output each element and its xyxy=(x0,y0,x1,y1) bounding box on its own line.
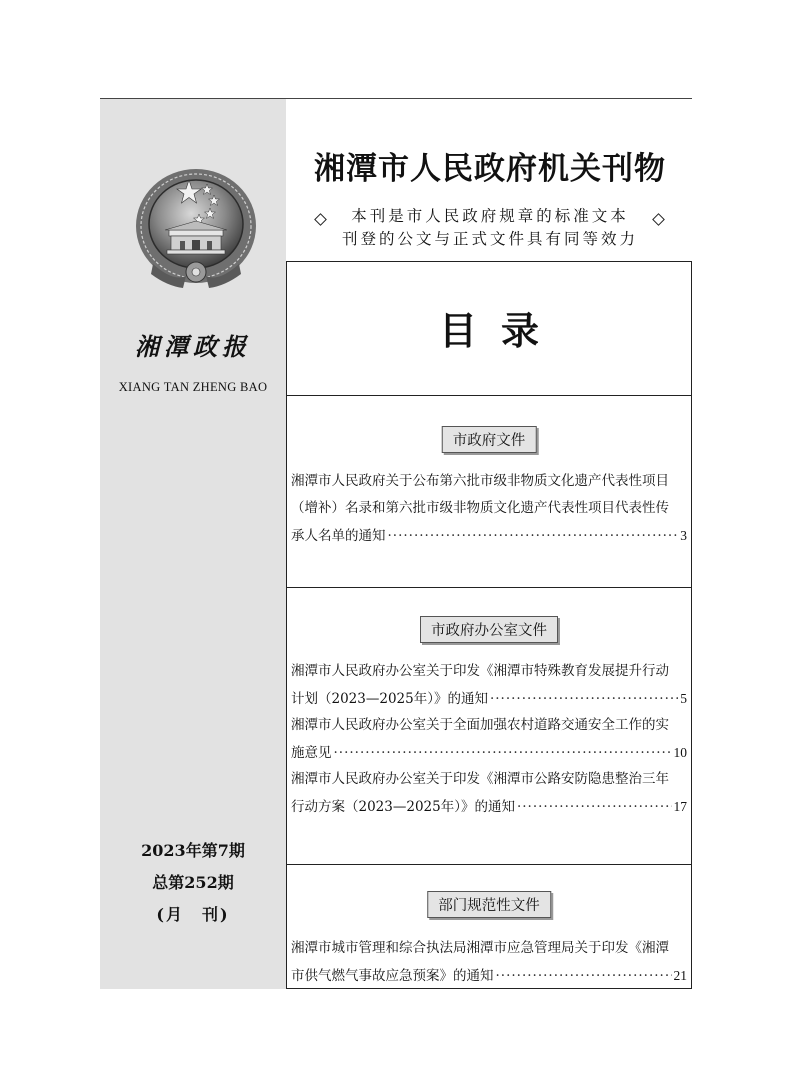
leader-dots xyxy=(388,523,679,550)
sidebar xyxy=(100,99,286,989)
toc-entry-last-line xyxy=(291,962,687,990)
brand-name-en: XIANG TAN ZHENG BAO xyxy=(118,380,268,394)
toc-entry-text: 计划（2023—2025年）》的通知 xyxy=(291,691,488,707)
toc-heading-box xyxy=(286,261,692,395)
toc-entry[interactable] xyxy=(291,658,687,713)
issue-number: 2023年第7期 xyxy=(141,841,245,860)
leader-dots xyxy=(490,686,678,713)
toc-heading: 目录 xyxy=(438,309,563,353)
slogan-line-2: 刊登的公文与正式文件具有同等效力 xyxy=(341,230,638,248)
page-number: 21 xyxy=(673,968,687,983)
toc-entry-last-line xyxy=(291,522,687,550)
section-city-government-documents xyxy=(286,395,692,587)
toc-entry-line: 湘潭市人民政府关于公布第六批市级非物质文化遗产代表性项目 xyxy=(291,473,669,489)
section-label: 部门规范性文件 xyxy=(427,891,551,918)
leader-dots xyxy=(517,794,672,821)
toc-entry-last-line xyxy=(291,739,687,767)
toc-entry-last-line xyxy=(291,685,687,713)
toc-entry[interactable] xyxy=(291,468,687,550)
toc-entry-text: 承人名单的通知 xyxy=(291,528,386,544)
toc-entry[interactable] xyxy=(291,712,687,767)
toc-entry-line: 湘潭市人民政府办公室关于全面加强农村道路交通安全工作的实 xyxy=(291,717,669,733)
toc-entry-line: （增补）名录和第六批市级非物质文化遗产代表性项目代表性传 xyxy=(291,500,669,516)
toc-entry-line: 湘潭市人民政府办公室关于印发《湘潭市公路安防隐患整治三年 xyxy=(291,771,669,787)
slogan-line-1: 本刊是市人民政府规章的标准文本 xyxy=(351,207,629,225)
page-number: 17 xyxy=(673,799,687,814)
toc-entry[interactable] xyxy=(291,766,687,821)
toc-entry-last-line xyxy=(291,793,687,821)
total-issue-number: 总第252期 xyxy=(152,873,234,892)
toc-entry-text: 行动方案（2023—2025年）》的通知 xyxy=(291,799,515,815)
publication-title: 湘潭市人民政府机关刊物 xyxy=(314,151,666,187)
page-number: 3 xyxy=(680,528,687,543)
leader-dots xyxy=(334,740,672,767)
publication-frequency: (月 刊) xyxy=(156,905,230,924)
brand-name-cn: 湘潭政报 xyxy=(135,332,251,361)
leader-dots xyxy=(496,963,672,990)
toc-entry-text: 施意见 xyxy=(291,745,332,761)
page-number: 10 xyxy=(673,745,687,760)
toc-entry-text: 市供气燃气事故应急预案》的通知 xyxy=(291,968,494,984)
section-department-regulatory-documents xyxy=(286,864,692,989)
toc-entry-line: 湘潭市城市管理和综合执法局湘潭市应急管理局关于印发《湘潭 xyxy=(291,940,669,956)
toc-entry-line: 湘潭市人民政府办公室关于印发《湘潭市特殊教育发展提升行动 xyxy=(291,663,669,679)
page-number: 5 xyxy=(680,691,687,706)
section-label: 市政府办公室文件 xyxy=(420,616,558,643)
section-label: 市政府文件 xyxy=(442,426,537,453)
national-emblem-icon xyxy=(133,164,259,294)
toc-entry[interactable] xyxy=(291,935,687,990)
section-city-government-office-documents xyxy=(286,587,692,864)
